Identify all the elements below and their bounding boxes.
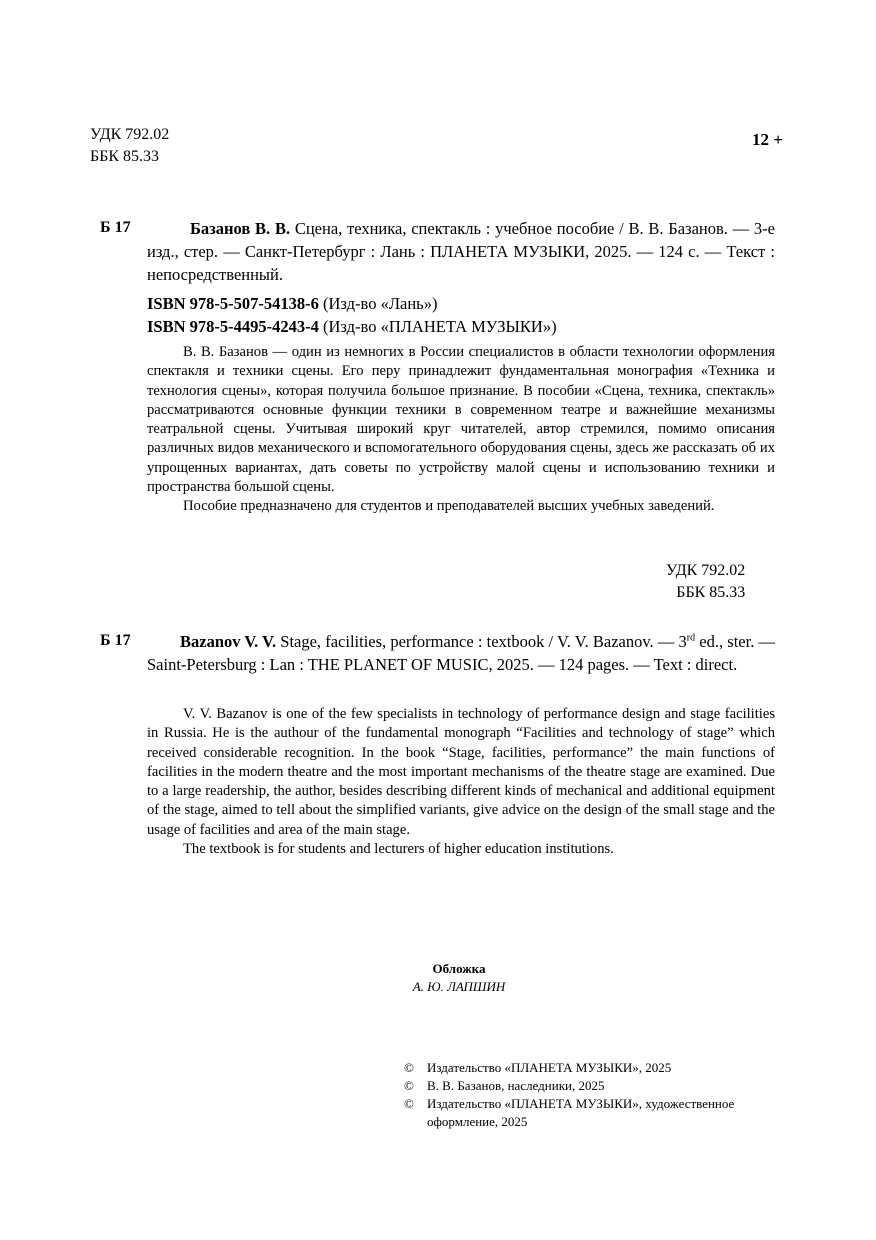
isbn-number: ISBN 978-5-507-54138-6 <box>147 294 319 313</box>
bbk-code: ББК 85.33 <box>90 148 160 165</box>
author-name-ru: Базанов В. В. <box>190 219 291 238</box>
cover-credit <box>404 960 514 996</box>
isbn-publisher: (Изд-во «Лань») <box>318 294 438 313</box>
isbn-number: ISBN 978-5-4495-4243-4 <box>147 317 319 336</box>
age-rating: 12 + <box>752 130 783 149</box>
isbn-line <box>147 292 557 315</box>
classification-top <box>90 124 169 168</box>
copyright-icon: © <box>404 1096 414 1111</box>
copyright-text: Издательство «ПЛАНЕТА МУЗЫКИ», художественное оформление, 2025 <box>427 1096 735 1129</box>
entry-text-en: Stage, facilities, performance : textbook / V. V. Bazanov. — 3 <box>276 632 687 651</box>
author-mark-ru: Б 17 <box>100 219 131 236</box>
cover-designer: А. Ю. ЛАПШИН <box>412 979 506 994</box>
isbn-line <box>147 315 557 338</box>
copyright-text: В. В. Базанов, наследники, 2025 <box>427 1078 605 1093</box>
author-name-en: Bazanov V. V. <box>180 632 277 651</box>
copyright-line <box>404 1077 779 1095</box>
isbn-list <box>147 292 557 338</box>
copyright-block <box>404 1059 779 1131</box>
bbk-code: ББК 85.33 <box>676 584 746 601</box>
author-mark-en: Б 17 <box>100 632 131 649</box>
copyright-icon: © <box>404 1060 414 1075</box>
copyright-text: Издательство «ПЛАНЕТА МУЗЫКИ», 2025 <box>427 1060 672 1075</box>
entry-text-en: ed., ster. — Saint-Petersburg : Lan : THE PLANET OF MUSIC, 2025. — 124 pages. — Text : direct. <box>147 632 775 674</box>
annotation-ru <box>147 343 775 517</box>
annotation-paragraph: The textbook is for students and lecturers of higher education institutions. <box>183 841 614 858</box>
annotation-en <box>147 705 775 859</box>
annotation-paragraph: В. В. Базанов — один из немногих в России специалистов в области технологии оформления спектакля и техники сцены. Его перу принадлежит фундаментальная монография «Техника и технология сцены», которая получила большое признание. В пособии «Сцена, техника, спектакль» рассматриваются основные функции техники в современном театре и важнейшие механизмы театральной сцены. Учитывая широкий круг читателей, автор стремился, помимо описания различных видов механического и вспомогательного оборудования сцены, здесь же рассказать об их упрощенных вариантах, дать советы по устройству малой сцены и использованию техники и пространства большой сцены. <box>147 344 775 496</box>
copyright-line <box>404 1095 779 1131</box>
entry-text-ru: Сцена, техника, спектакль : учебное пособие / В. В. Базанов. — 3-е изд., стер. — Санкт-Петербург : Лань : ПЛАНЕТА МУЗЫКИ, 2025. — 124 с. — Текст : непосредственный. <box>147 219 775 284</box>
annotation-paragraph: V. V. Bazanov is one of the few specialists in technology of performance design and stage facilities in Russia. He is the authour of the fundamental monograph “Facilities and technology of stage” which received considerable recognition. In the book “Stage, facilities, performance” the main functions of facilities in the modern theatre and the most important mechanisms of the theatre stage are examined. Due to a large readership, the author, besides describing different kinds of mechanical and additional equipment of the stage, aimed to tell about the simplified variants, give advice on the design of the small stage and the usage of facilities and area of the main stage. <box>147 706 775 838</box>
isbn-publisher: (Изд-во «ПЛАНЕТА МУЗЫКИ») <box>318 317 557 336</box>
copyright-line <box>404 1059 779 1077</box>
bibliographic-entry-ru <box>147 217 775 286</box>
classification-bottom <box>666 560 745 604</box>
edition-superscript: rd <box>686 632 696 644</box>
udk-code: УДК 792.02 <box>90 126 170 143</box>
annotation-paragraph: Пособие предназначено для студентов и преподавателей высших учебных заведений. <box>183 498 715 515</box>
udk-code: УДК 792.02 <box>666 562 746 579</box>
copyright-icon: © <box>404 1078 414 1093</box>
bibliographic-entry-en <box>147 630 775 676</box>
cover-label: Обложка <box>432 961 486 976</box>
